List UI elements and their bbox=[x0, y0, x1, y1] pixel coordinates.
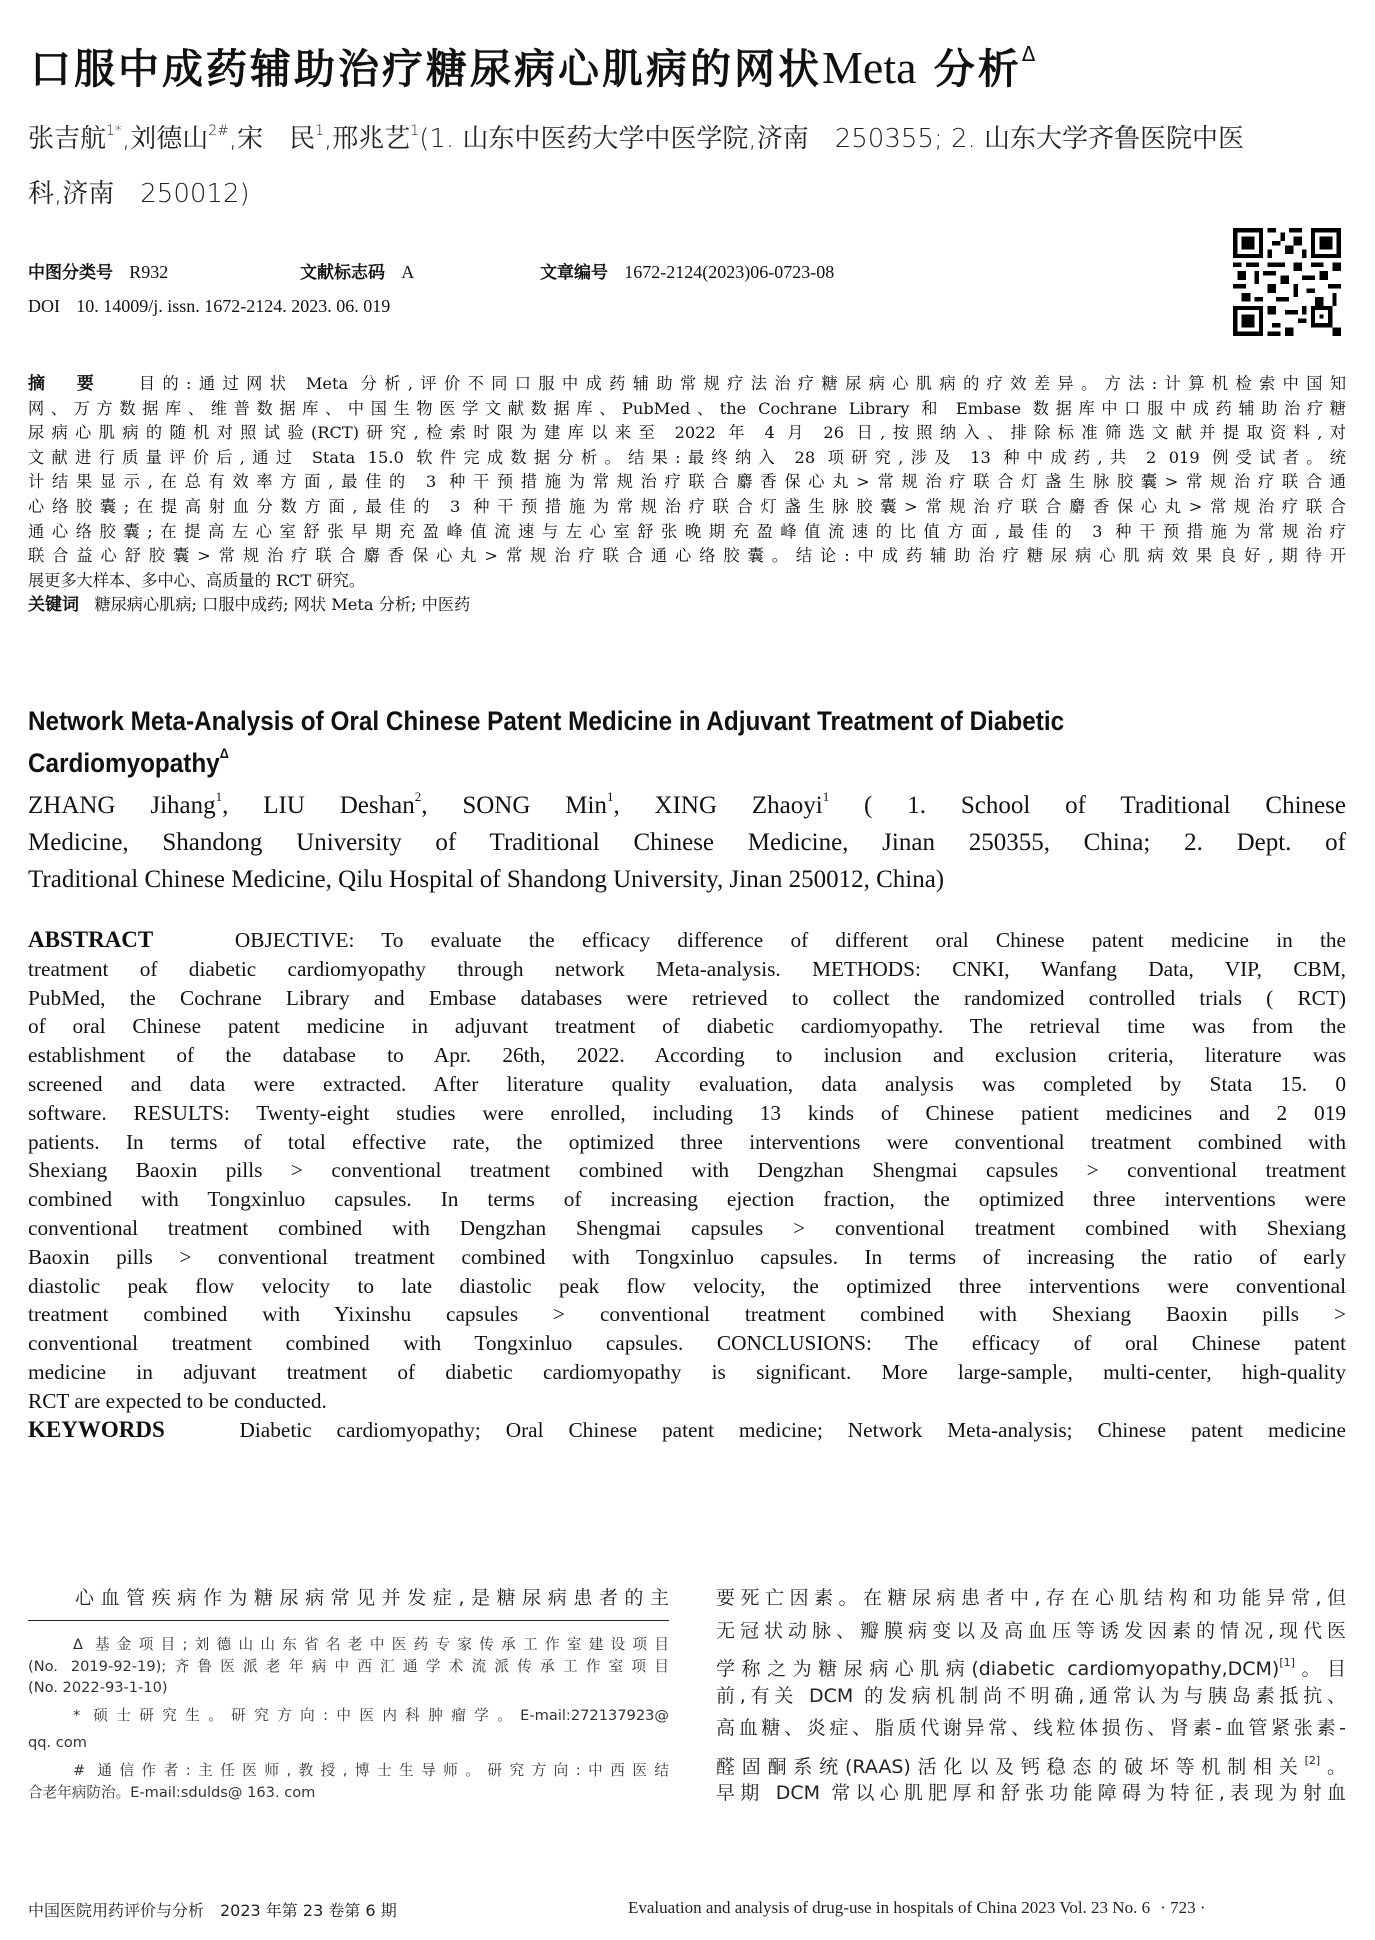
abstract-en-line: PubMed, the Cochrane Library and Embase databases were retrieved to collect the randomized controlled trials ( RCT) bbox=[28, 985, 1346, 1010]
qr-code-icon bbox=[1233, 228, 1341, 336]
footnote-divider bbox=[28, 1620, 669, 1621]
abstract-en-line: medicine in adjuvant treatment of diabetic cardiomyopathy is significant. More large-sample, multi-center, high-quality bbox=[28, 1359, 1346, 1384]
abstract-en-line: RCT are expected to be conducted. bbox=[28, 1388, 327, 1413]
author-sup: 1 bbox=[315, 123, 325, 139]
abstract-en-line: software. RESULTS: Twenty-eight studies were enrolled, including 13 kinds of Chinese patient medicines and 2 019 bbox=[28, 1100, 1346, 1125]
abstract-en-line: patients. In terms of total effective rate, the optimized three interventions were conventional treatment combined with bbox=[28, 1129, 1346, 1154]
keywords-en-label: KEYWORDS bbox=[28, 1416, 165, 1442]
author-sup: 1 bbox=[822, 789, 830, 804]
body-paragraph-line: 无冠状动脉、瓣膜病变以及高血压等诱发因素的情况,现代医 bbox=[716, 1619, 1346, 1642]
article-number-value: 1672-2124(2023)06-0723-08 bbox=[624, 262, 835, 282]
abstract-cn bbox=[28, 372, 1346, 618]
body-paragraph-line: 早期 DCM 常以心肌肥厚和舒张功能障碍为特征,表现为射血 bbox=[716, 1782, 1346, 1804]
body-paragraph-line bbox=[716, 1745, 1346, 1778]
abstract-cn-label: 摘 要 bbox=[28, 374, 102, 394]
abstract-cn-line: 心络胶囊;在提高射血分数方面,最佳的 3 种干预措施为常规治疗联合灯盏生脉胶囊>常规治疗联合麝香保心丸>常规治疗联合 bbox=[28, 496, 1346, 516]
abstract-en-line: combined with Tongxinluo capsules. In terms of increasing ejection fraction, the optimized three interventions were bbox=[28, 1187, 1346, 1212]
doi-value: 10. 14009/j. issn. 1672-2124. 2023. 06. 019 bbox=[76, 296, 391, 316]
author-name: ,刘德山 bbox=[121, 124, 209, 154]
citation-2[interactable]: [2] bbox=[1304, 1753, 1321, 1767]
first-author-note-line: * 硕士研究生。研究方向:中医内科肿瘤学。E-mail:272137923@ bbox=[73, 1706, 669, 1724]
title-cn-part2: 分析 bbox=[933, 45, 1022, 93]
author-name: ,邢兆艺 bbox=[324, 124, 411, 154]
abstract-cn-line: 联合益心舒胶囊>常规治疗联合麝香保心丸>常规治疗联合通心络胶囊。结论:中成药辅助治疗糖尿病心肌病效果良好,期待开 bbox=[28, 546, 1346, 566]
keywords-en-text: Diabetic cardiomyopathy; Oral Chinese patent medicine; Network Meta-analysis; Chinese patent medicine bbox=[239, 1417, 1346, 1442]
abstract-en-line: treatment combined with Yixinshu capsules > conventional treatment combined with Shexiang Baoxin pills > bbox=[28, 1302, 1346, 1327]
author-sup: 2# bbox=[208, 123, 229, 139]
footer-journal-cn: 中国医院用药评价与分析 2023 年第 23 卷第 6 期 bbox=[28, 1901, 397, 1920]
abstract-en-line: treatment of diabetic cardiomyopathy through network Meta-analysis. METHODS: CNKI, Wanfang Data, VIP, CBM, bbox=[28, 956, 1346, 981]
page-number: · 723 · bbox=[1160, 1898, 1206, 1917]
keywords-cn-text: 糖尿病心肌病; 口服中成药; 网状 Meta 分析; 中医药 bbox=[94, 595, 471, 615]
footer-journal-en-text: Evaluation and analysis of drug-use in hospitals of China 2023 Vol. 23 No. 6 bbox=[628, 1898, 1151, 1917]
abstract-en-line: Baoxin pills > conventional treatment combined with Tongxinluo capsules. In terms of increasing the ratio of early bbox=[28, 1244, 1346, 1269]
abstract-cn-line: 计结果显示,在总有效率方面,最佳的 3 种干预措施为常规治疗联合麝香保心丸>常规治疗联合灯盏生脉胶囊>常规治疗联合通 bbox=[28, 472, 1346, 492]
body-text: 。目 bbox=[1294, 1658, 1346, 1680]
abstract-en-line: conventional treatment combined with Tongxinluo capsules. CONCLUSIONS: The efficacy of oral Chinese patent bbox=[28, 1331, 1346, 1356]
body-paragraph-line: 心血管疾病作为糖尿病常见并发症,是糖尿病患者的主 bbox=[75, 1587, 669, 1609]
fund-note-line: Δ 基金项目;刘德山山东省名老中医药专家传承工作室建设项目 bbox=[73, 1636, 669, 1653]
doi-row bbox=[28, 296, 390, 317]
authors-cn-line2: 科,济南 250012) bbox=[28, 179, 250, 209]
abstract-en-line bbox=[28, 926, 1346, 955]
body-left-column bbox=[75, 1582, 669, 1615]
abstract-cn-line bbox=[28, 372, 1346, 397]
abstract-en-line: screened and data were extracted. After literature quality evaluation, data analysis was completed by Stata 15. 0 bbox=[28, 1071, 1346, 1096]
doc-code-value: A bbox=[401, 262, 415, 282]
doc-code-row bbox=[300, 258, 414, 283]
title-latin: Meta bbox=[822, 42, 917, 93]
first-author-note-line: qq. com bbox=[28, 1734, 87, 1752]
abstract-en-line: establishment of the database to Apr. 26th, 2022. According to inclusion and exclusion criteria, literature was bbox=[28, 1043, 1346, 1068]
abstract-cn-line: 网、万方数据库、维普数据库、中国生物医学文献数据库、PubMed、the Cochrane Library 和 Embase 数据库中口服中成药辅助治疗糖 bbox=[28, 398, 1346, 418]
body-paragraph-line: 前,有关 DCM 的发病机制尚不明确,通常认为与胰岛素抵抗、 bbox=[716, 1684, 1346, 1707]
clc-value: R932 bbox=[129, 262, 169, 282]
author-sup: 1 bbox=[215, 789, 223, 804]
keywords-en bbox=[28, 1416, 1346, 1445]
author-name: , XING Zhaoyi bbox=[613, 792, 823, 819]
author-name: ,宋 民 bbox=[228, 124, 316, 154]
title-cn-part1: 口服中成药辅助治疗糖尿病心肌病的网状 bbox=[30, 45, 822, 93]
author-name: , LIU Deshan bbox=[222, 792, 415, 819]
authors-en bbox=[28, 778, 1346, 898]
keywords-cn-label: 关键词 bbox=[28, 595, 79, 616]
author-sup: 1 bbox=[410, 123, 420, 139]
abstract-en-line: diastolic peak flow velocity to late diastolic peak flow velocity, the optimized three interventions were conventional bbox=[28, 1273, 1346, 1298]
abstract-cn-line: 尿病心肌病的随机对照试验(RCT)研究,检索时限为建库以来至 2022 年 4 月 26 日,按照纳入、排除标准筛选文献并提取资料,对 bbox=[28, 423, 1346, 443]
keywords-cn bbox=[28, 593, 1346, 618]
body-text: 醛固酮系统(RAAS)活化以及钙稳态的破坏等机制相关 bbox=[716, 1755, 1305, 1777]
footnotes bbox=[28, 1634, 669, 1803]
authors-en-line3: Traditional Chinese Medicine, Qilu Hospital of Shandong University, Jinan 250012, China) bbox=[28, 866, 945, 893]
clc-label: 中图分类号 bbox=[28, 263, 113, 283]
abstract-en-line: conventional treatment combined with Dengzhan Shengmai capsules > conventional treatment combined with Shexiang bbox=[28, 1215, 1346, 1240]
classification-row bbox=[28, 258, 168, 283]
author-name: , SONG Min bbox=[421, 792, 607, 819]
affiliation: (1. 山东中医药大学中医学院,济南 250355; 2. 山东大学齐鲁医院中医 bbox=[419, 124, 1245, 154]
body-paragraph-line: 高血糖、炎症、脂质代谢异常、线粒体损伤、肾素-血管紧张素- bbox=[716, 1717, 1346, 1739]
title-en-text: Cardiomyopathy bbox=[28, 748, 220, 778]
author-sup: 1 bbox=[606, 789, 614, 804]
abstract-cn-line: 展更多大样本、多中心、高质量的 RCT 研究。 bbox=[28, 570, 366, 590]
author-name: 张吉航 bbox=[28, 124, 107, 154]
article-title-en-line2 bbox=[28, 737, 1214, 779]
abstract-en-label: ABSTRACT bbox=[28, 927, 154, 952]
fund-note-line: (No. 2022-93-1-10) bbox=[28, 1679, 168, 1697]
corresponding-note-line: 合老年病防治。E-mail:sdulds@ 163. com bbox=[28, 1783, 316, 1801]
body-paragraph-line bbox=[716, 1647, 1346, 1680]
authors-cn-line1 bbox=[28, 118, 1348, 155]
abstract-cn-text: 目的:通过网状 Meta 分析,评价不同口服中成药辅助常规疗法治疗糖尿病心肌病的疗效差异。方法:计算机检索中国知 bbox=[138, 374, 1346, 393]
body-text: 学称之为糖尿病心肌病(diabetic cardiomyopathy,DCM) bbox=[716, 1658, 1280, 1680]
affiliation: ( 1. School of Traditional Chinese bbox=[829, 792, 1346, 819]
doc-code-label: 文献标志码 bbox=[300, 263, 385, 283]
body-text: 。 bbox=[1320, 1755, 1346, 1777]
author-sup: 2 bbox=[414, 789, 422, 804]
article-title-cn bbox=[30, 36, 1350, 95]
corresponding-note-line: # 通信作者:主任医师,教授,博士生导师。研究方向:中西医结 bbox=[73, 1761, 669, 1779]
author-sup: 1* bbox=[106, 123, 122, 139]
abstract-en-line: of oral Chinese patent medicine in adjuvant treatment of diabetic cardiomyopathy. The retrieval time was from the bbox=[28, 1014, 1346, 1039]
abstract-en-line: Shexiang Baoxin pills > conventional treatment combined with Dengzhan Shengmai capsules > conventional treatment bbox=[28, 1158, 1346, 1183]
authors-en-line1 bbox=[28, 778, 1346, 824]
abstract-cn-line: 通心络胶囊;在提高左心室舒张早期充盈峰值流速与左心室舒张晚期充盈峰值流速的比值方面,最佳的 3 种干预措施为常规治疗 bbox=[28, 521, 1346, 541]
body-right-column bbox=[716, 1582, 1346, 1810]
doi-label: DOI bbox=[28, 296, 60, 316]
article-number-label: 文章编号 bbox=[540, 263, 608, 283]
citation-1[interactable]: [1] bbox=[1279, 1656, 1295, 1669]
funding-mark: Δ bbox=[219, 745, 229, 761]
funding-mark: Δ bbox=[1021, 42, 1039, 66]
abstract-cn-line: 文献进行质量评价后,通过 Stata 15.0 软件完成数据分析。结果:最终纳入 28 项研究,涉及 13 种中成药,共 2 019 例受试者。统 bbox=[28, 447, 1346, 467]
article-title-en-line1: Network Meta-Analysis of Oral Chinese Patent Medicine in Adjuvant Treatment of Diabetic bbox=[28, 706, 1065, 736]
fund-note-line: (No. 2019-92-19);齐鲁医派老年病中西汇通学术流派传承工作室项目 bbox=[28, 1657, 669, 1675]
body-paragraph-line: 要死亡因素。在糖尿病患者中,存在心肌结构和功能异常,但 bbox=[716, 1587, 1346, 1609]
abstract-en bbox=[28, 926, 1346, 1444]
author-name: ZHANG Jihang bbox=[28, 792, 216, 819]
authors-en-line2: Medicine, Shandong University of Traditional Chinese Medicine, Jinan 250355, China; 2. Dept. of bbox=[28, 829, 1346, 856]
footer-journal-en bbox=[628, 1898, 1206, 1918]
article-number-row bbox=[540, 258, 834, 283]
abstract-en-text: OBJECTIVE: To evaluate the efficacy difference of different oral Chinese patent medicine in the bbox=[234, 928, 1346, 952]
